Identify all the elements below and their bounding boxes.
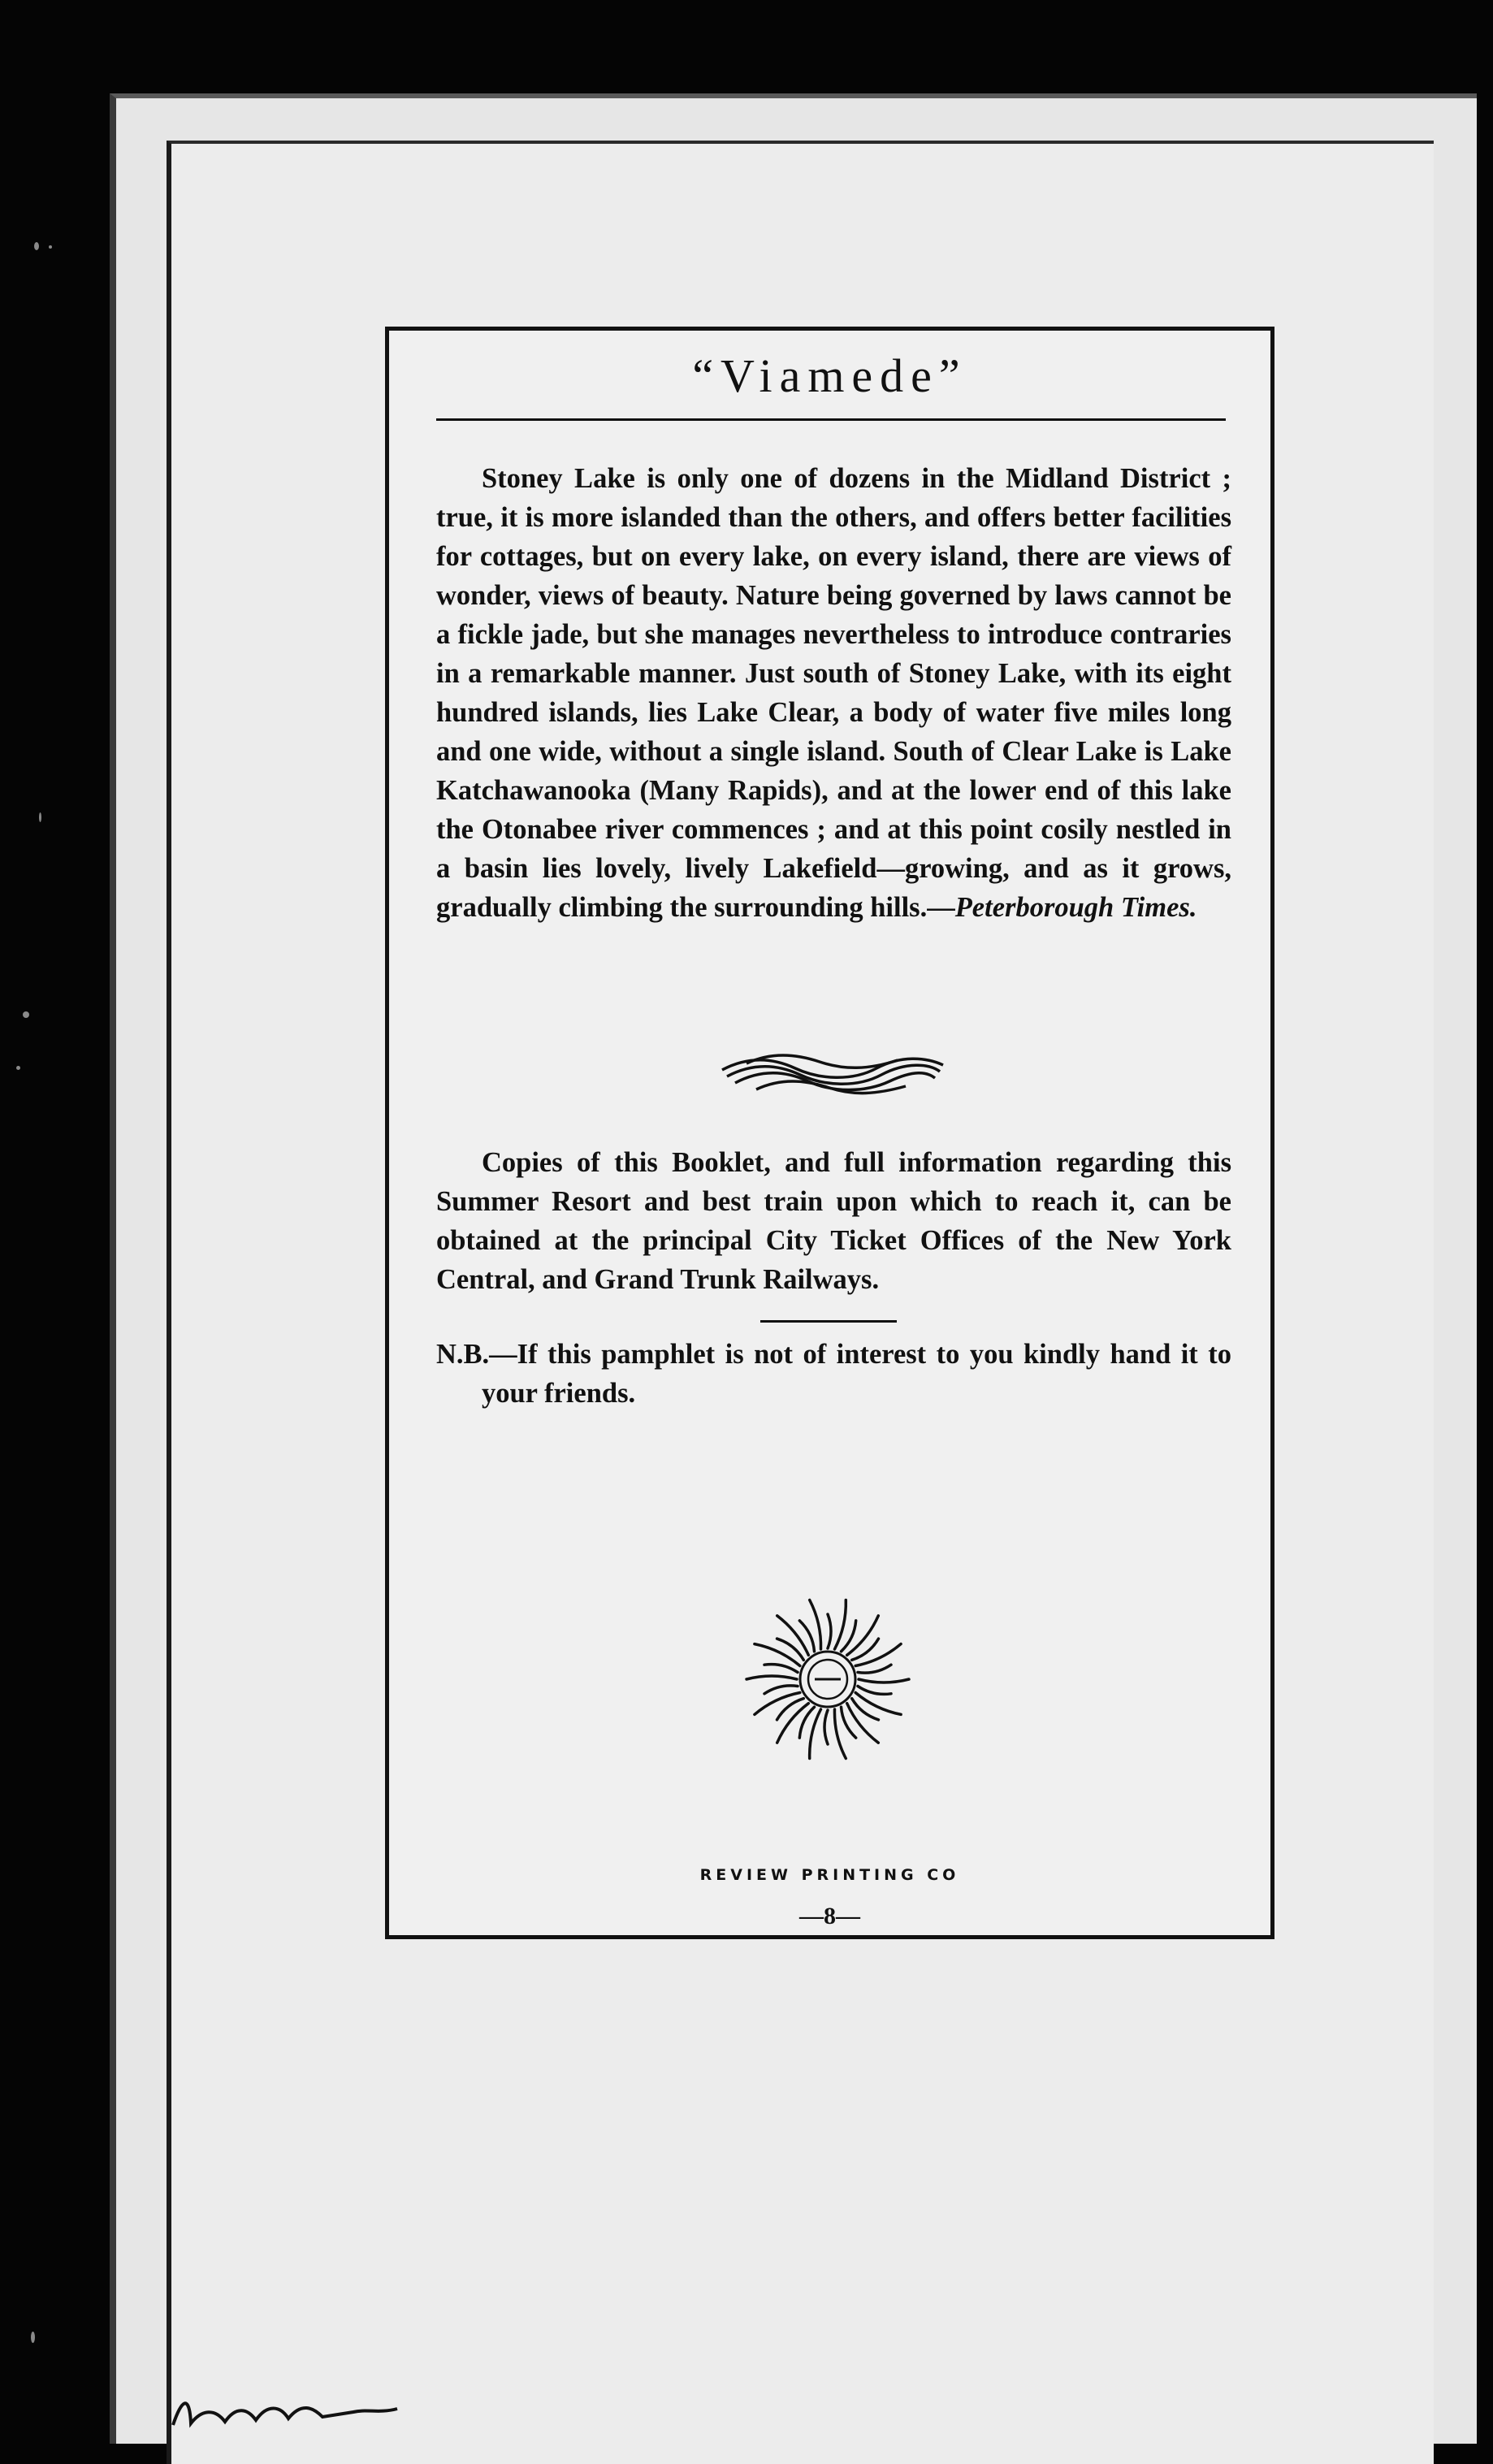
printer-credit: REVIEW PRINTING CO [699,1866,960,1884]
description-text: Stoney Lake is only one of dozens in the Midland District ; true, it is more islanded than the others, and offers better facilities for cottages, but on every lake, on every island, there are views of wonder, views of beauty. Nature being governed by laws cannot be a fickle jade, but she manages nevertheless to introduce contraries in a remarkable manner. Just south of Stoney Lake, with its eight hundred islands, lies Lake Clear, a body of water five miles long and one wide, without a single island. South of Clear Lake is Lake Katchawanooka (Many Rapids), and at the lower end of this lake the Otonabee river commences ; and at this point cosily nestled in a basin lies lovely, lively Lakefield—growing, and as it grows, gradually climbing the surrounding hills.— [436,463,1231,923]
sun-ray [746,1676,797,1679]
sun-ray [858,1687,891,1695]
sun-ray [824,1710,828,1744]
contact-paragraph: Copies of this Booklet, and full information regarding this Summer Resort and best train upon which to reach it, can be obtained at the principal City Ticket Offices of the New York Central, and Grand Trunk Railways. [436,1147,1231,1295]
sun-ray [764,1686,798,1694]
attribution: Peterborough Times. [954,892,1197,923]
section-rule [760,1320,897,1323]
wave-flourish-divider [714,1046,950,1102]
page-number: —8— [799,1903,860,1929]
sun-ray [842,1707,856,1738]
sun-ray [852,1699,879,1720]
sun-ray [764,1665,798,1673]
handwritten-mark [167,2384,410,2433]
sun-ray [810,1709,821,1759]
sun-ray [847,1704,879,1743]
sun-ray [828,1614,831,1648]
sun-ray [799,1621,814,1652]
description-paragraph [436,459,1231,927]
sun-ray [858,1665,891,1673]
text-frame [385,327,1274,1939]
title-rule [436,418,1226,421]
sun-ray [777,1639,804,1660]
sun-ray [777,1616,809,1656]
sun-emblem-icon [738,1590,917,1769]
page-title: “Viamede” [692,349,967,402]
nb-note: N.B.—If this pamphlet is not of interest to you kindly hand it to your friends. [436,1339,1231,1409]
sun-ray [859,1679,909,1682]
sun-ray [835,1600,846,1650]
